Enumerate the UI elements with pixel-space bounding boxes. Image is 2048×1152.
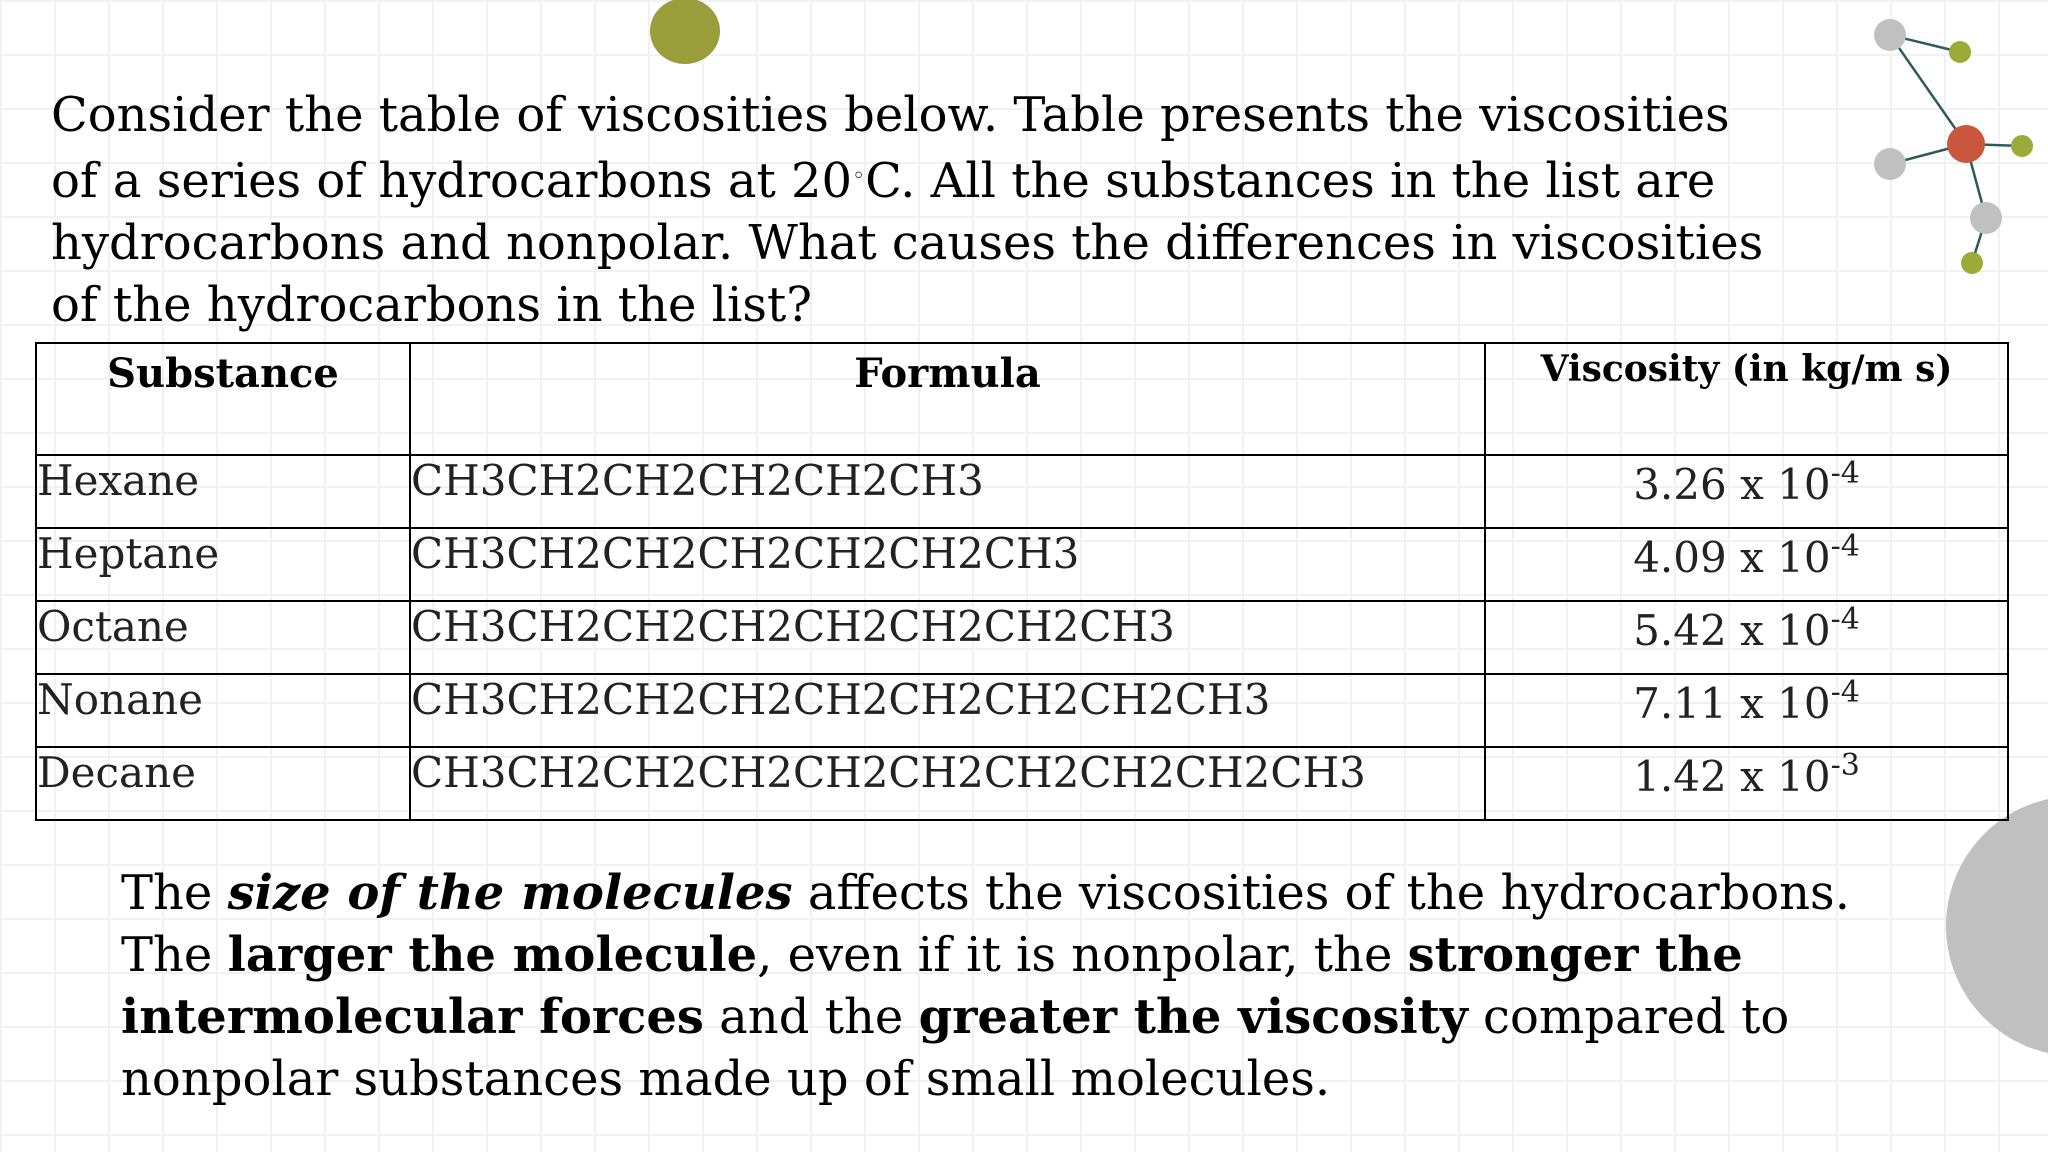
viscosity-mantissa: 4.09 x 10	[1633, 533, 1831, 582]
viscosity-mantissa: 7.11 x 10	[1633, 679, 1831, 728]
viscosity-mantissa: 5.42 x 10	[1633, 606, 1831, 655]
header-substance: Substance	[36, 343, 410, 455]
header-formula: Formula	[410, 343, 1485, 455]
viscosity-cell	[1485, 747, 2008, 820]
question-line-4: of the hydrocarbons in the list?	[51, 277, 813, 333]
viscosity-cell	[1485, 455, 2008, 528]
substance-cell: Octane	[36, 601, 410, 674]
table-row	[36, 747, 2008, 820]
table-row	[36, 455, 2008, 528]
answer-text-run: The	[121, 927, 228, 983]
table-header-row	[36, 343, 2008, 455]
answer-text-run: affects the viscosities of the hydrocarbons.	[792, 865, 1850, 921]
answer-bold: stronger the	[1407, 927, 1743, 983]
formula-cell: CH3CH2CH2CH2CH2CH3	[410, 455, 1485, 528]
question-line-3: hydrocarbons and nonpolar. What causes the differences in viscosities	[51, 215, 1764, 271]
question-line-2b: C. All the substances in the list are	[865, 153, 1716, 209]
substance-cell: Decane	[36, 747, 410, 820]
viscosity-exponent: -4	[1830, 529, 1860, 564]
answer-bold: larger the molecule	[227, 927, 758, 983]
question-line-2a: of a series of hydrocarbons at 20	[51, 153, 853, 209]
viscosity-exponent: -3	[1830, 748, 1860, 783]
header-viscosity: Viscosity (in kg/m s)	[1485, 343, 2008, 455]
table-row	[36, 601, 2008, 674]
answer-text-run: and the	[703, 989, 919, 1045]
answer-text-run: compared to	[1467, 989, 1790, 1045]
table-row	[36, 674, 2008, 747]
degree-symbol: ◦	[852, 164, 866, 189]
viscosity-cell	[1485, 601, 2008, 674]
table-row	[36, 528, 2008, 601]
formula-cell: CH3CH2CH2CH2CH2CH2CH2CH3	[410, 601, 1485, 674]
viscosity-cell	[1485, 674, 2008, 747]
substance-cell: Heptane	[36, 528, 410, 601]
formula-cell: CH3CH2CH2CH2CH2CH2CH3	[410, 528, 1485, 601]
answer-emphasis: size of the molecules	[227, 865, 793, 921]
answer-text-run: , even if it is nonpolar, the	[757, 927, 1408, 983]
substance-cell: Hexane	[36, 455, 410, 528]
molecule-icon	[1860, 0, 2048, 290]
question-text	[51, 84, 1851, 336]
formula-cell: CH3CH2CH2CH2CH2CH2CH2CH2CH3	[410, 674, 1485, 747]
grey-circle-decoration	[1946, 796, 2048, 1056]
viscosity-cell	[1485, 528, 2008, 601]
answer-text	[121, 862, 1961, 1110]
viscosity-exponent: -4	[1830, 456, 1860, 491]
answer-text-run: nonpolar substances made up of small molecules.	[121, 1051, 1331, 1107]
question-line-1: Consider the table of viscosities below. Table presents the viscosities	[51, 87, 1730, 143]
substance-cell: Nonane	[36, 674, 410, 747]
viscosity-table	[35, 342, 2009, 821]
answer-text-run: The	[121, 865, 228, 921]
viscosity-exponent: -4	[1830, 675, 1860, 710]
viscosity-mantissa: 3.26 x 10	[1633, 460, 1831, 509]
olive-dot-decoration	[650, 0, 720, 64]
viscosity-mantissa: 1.42 x 10	[1633, 752, 1831, 801]
answer-bold: greater the viscosity	[918, 989, 1468, 1045]
viscosity-exponent: -4	[1830, 602, 1860, 637]
formula-cell: CH3CH2CH2CH2CH2CH2CH2CH2CH2CH3	[410, 747, 1485, 820]
answer-bold: intermolecular forces	[121, 989, 704, 1045]
